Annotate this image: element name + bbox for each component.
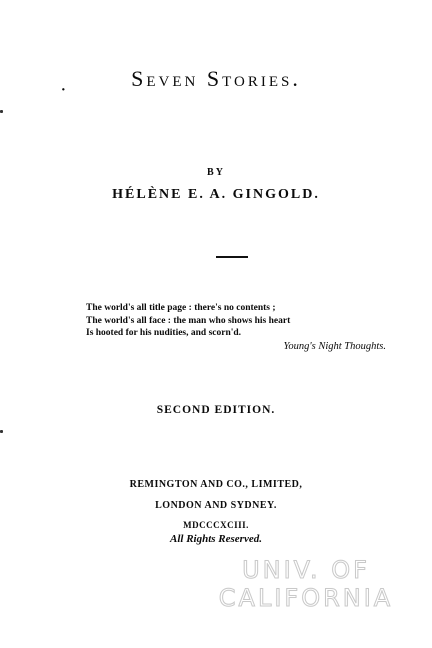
margin-mark — [0, 110, 3, 113]
rights-statement: All Rights Reserved. — [170, 533, 262, 545]
epigraph-line: The world's all face : the man who shows his heart — [86, 315, 291, 326]
by-line: BY — [207, 167, 225, 178]
library-stamp — [200, 556, 412, 612]
publication-place: LONDON AND SYDNEY. — [155, 500, 277, 511]
book-title: Seven Stories. — [131, 66, 301, 91]
margin-mark — [0, 430, 3, 433]
stamp-line: UNIV. OF — [242, 556, 370, 584]
epigraph-attribution: Young's Night Thoughts. — [283, 340, 386, 352]
decorative-dot: · — [60, 79, 67, 101]
epigraph-line: Is hooted for his nudities, and scorn'd. — [86, 328, 242, 338]
epigraph — [86, 302, 386, 353]
epigraph-line: The world's all title page : there's no contents ; — [86, 303, 276, 313]
publisher-name: REMINGTON AND CO., LIMITED, — [129, 479, 303, 490]
publication-year: MDCCCXCIII. — [183, 520, 249, 530]
edition-statement: SECOND EDITION. — [156, 404, 276, 416]
divider-rule — [216, 256, 248, 258]
author-name: HÉLÈNE E. A. GINGOLD. — [112, 187, 320, 202]
stamp-line: CALIFORNIA — [218, 584, 394, 612]
